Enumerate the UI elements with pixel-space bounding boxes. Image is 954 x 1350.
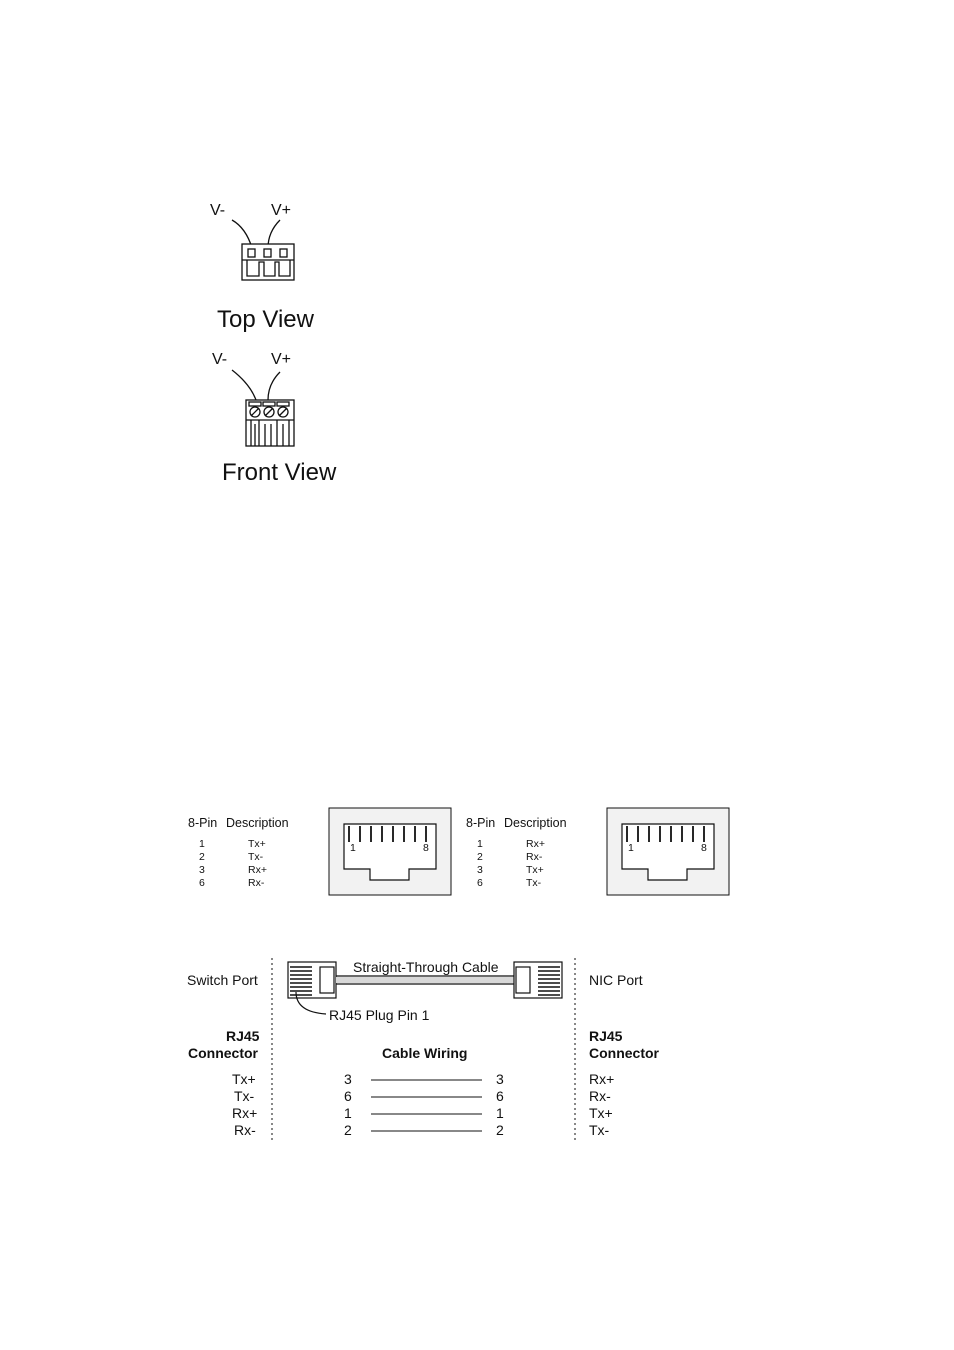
nic-port-label: NIC Port <box>589 972 643 988</box>
right-signal: Rx+ <box>589 1071 615 1087</box>
pin-number: 3 <box>477 864 483 876</box>
right-signal: Tx+ <box>589 1105 613 1121</box>
pin-description: Tx- <box>248 851 264 863</box>
pin-description: Tx+ <box>526 864 544 876</box>
left-pin: 6 <box>344 1088 352 1104</box>
right-pin: 3 <box>496 1071 504 1087</box>
cable-wiring-header: Cable Wiring <box>382 1045 468 1061</box>
left-pin: 1 <box>344 1105 352 1121</box>
right-pin: 6 <box>496 1088 504 1104</box>
pin-description: Rx- <box>248 877 265 889</box>
plug-pin-1-label: RJ45 Plug Pin 1 <box>329 1007 430 1023</box>
jack-pin-8-label: 8 <box>423 842 429 854</box>
description-column-header: Description <box>504 816 567 830</box>
pin-description: Rx- <box>526 851 543 863</box>
pin-number: 6 <box>199 877 205 889</box>
rj45-jack-2 <box>607 808 729 895</box>
right-connector-header-line1: RJ45 <box>589 1028 623 1044</box>
pin-number: 3 <box>199 864 205 876</box>
front-view-caption: Front View <box>222 459 337 486</box>
pin-number: 2 <box>477 851 483 863</box>
pin-number: 6 <box>477 877 483 889</box>
pin-column-header: 8-Pin <box>188 816 218 830</box>
left-signal: Rx+ <box>232 1105 258 1121</box>
pin-description: Rx+ <box>248 864 267 876</box>
pin-number: 1 <box>199 838 205 850</box>
terminal-block-front-view <box>232 370 294 446</box>
right-pin: 2 <box>496 1122 504 1138</box>
pin-description: Rx+ <box>526 838 545 850</box>
left-pin: 3 <box>344 1071 352 1087</box>
top-view-v-minus-label: V- <box>210 202 226 219</box>
left-signal: Tx+ <box>232 1071 256 1087</box>
jack-pin-1-label: 1 <box>628 842 634 854</box>
left-signal: Tx- <box>234 1088 255 1104</box>
front-view-v-minus-label: V- <box>212 351 228 368</box>
cable-type-label: Straight-Through Cable <box>353 959 499 975</box>
left-connector-header-line2: Connector <box>188 1045 258 1061</box>
left-connector-header-line1: RJ45 <box>226 1028 260 1044</box>
top-view-caption: Top View <box>217 306 314 333</box>
right-signal: Tx- <box>589 1122 610 1138</box>
right-signal: Rx- <box>589 1088 611 1104</box>
pin-description: Tx- <box>526 877 542 889</box>
front-view-v-plus-label: V+ <box>271 351 292 368</box>
terminal-block-top-view <box>232 220 294 280</box>
right-pin: 1 <box>496 1105 504 1121</box>
description-column-header: Description <box>226 816 289 830</box>
pin-column-header: 8-Pin <box>466 816 496 830</box>
right-connector-header-line2: Connector <box>589 1045 659 1061</box>
pin-number: 2 <box>199 851 205 863</box>
left-signal: Rx- <box>234 1122 256 1138</box>
pin-number: 1 <box>477 838 483 850</box>
jack-pin-1-label: 1 <box>350 842 356 854</box>
switch-port-label: Switch Port <box>187 972 258 988</box>
jack-pin-8-label: 8 <box>701 842 707 854</box>
top-view-v-plus-label: V+ <box>271 202 292 219</box>
pin-description: Tx+ <box>248 838 266 850</box>
cable-wiring-lines <box>371 1080 482 1131</box>
left-pin: 2 <box>344 1122 352 1138</box>
rj45-jack-1 <box>329 808 451 895</box>
